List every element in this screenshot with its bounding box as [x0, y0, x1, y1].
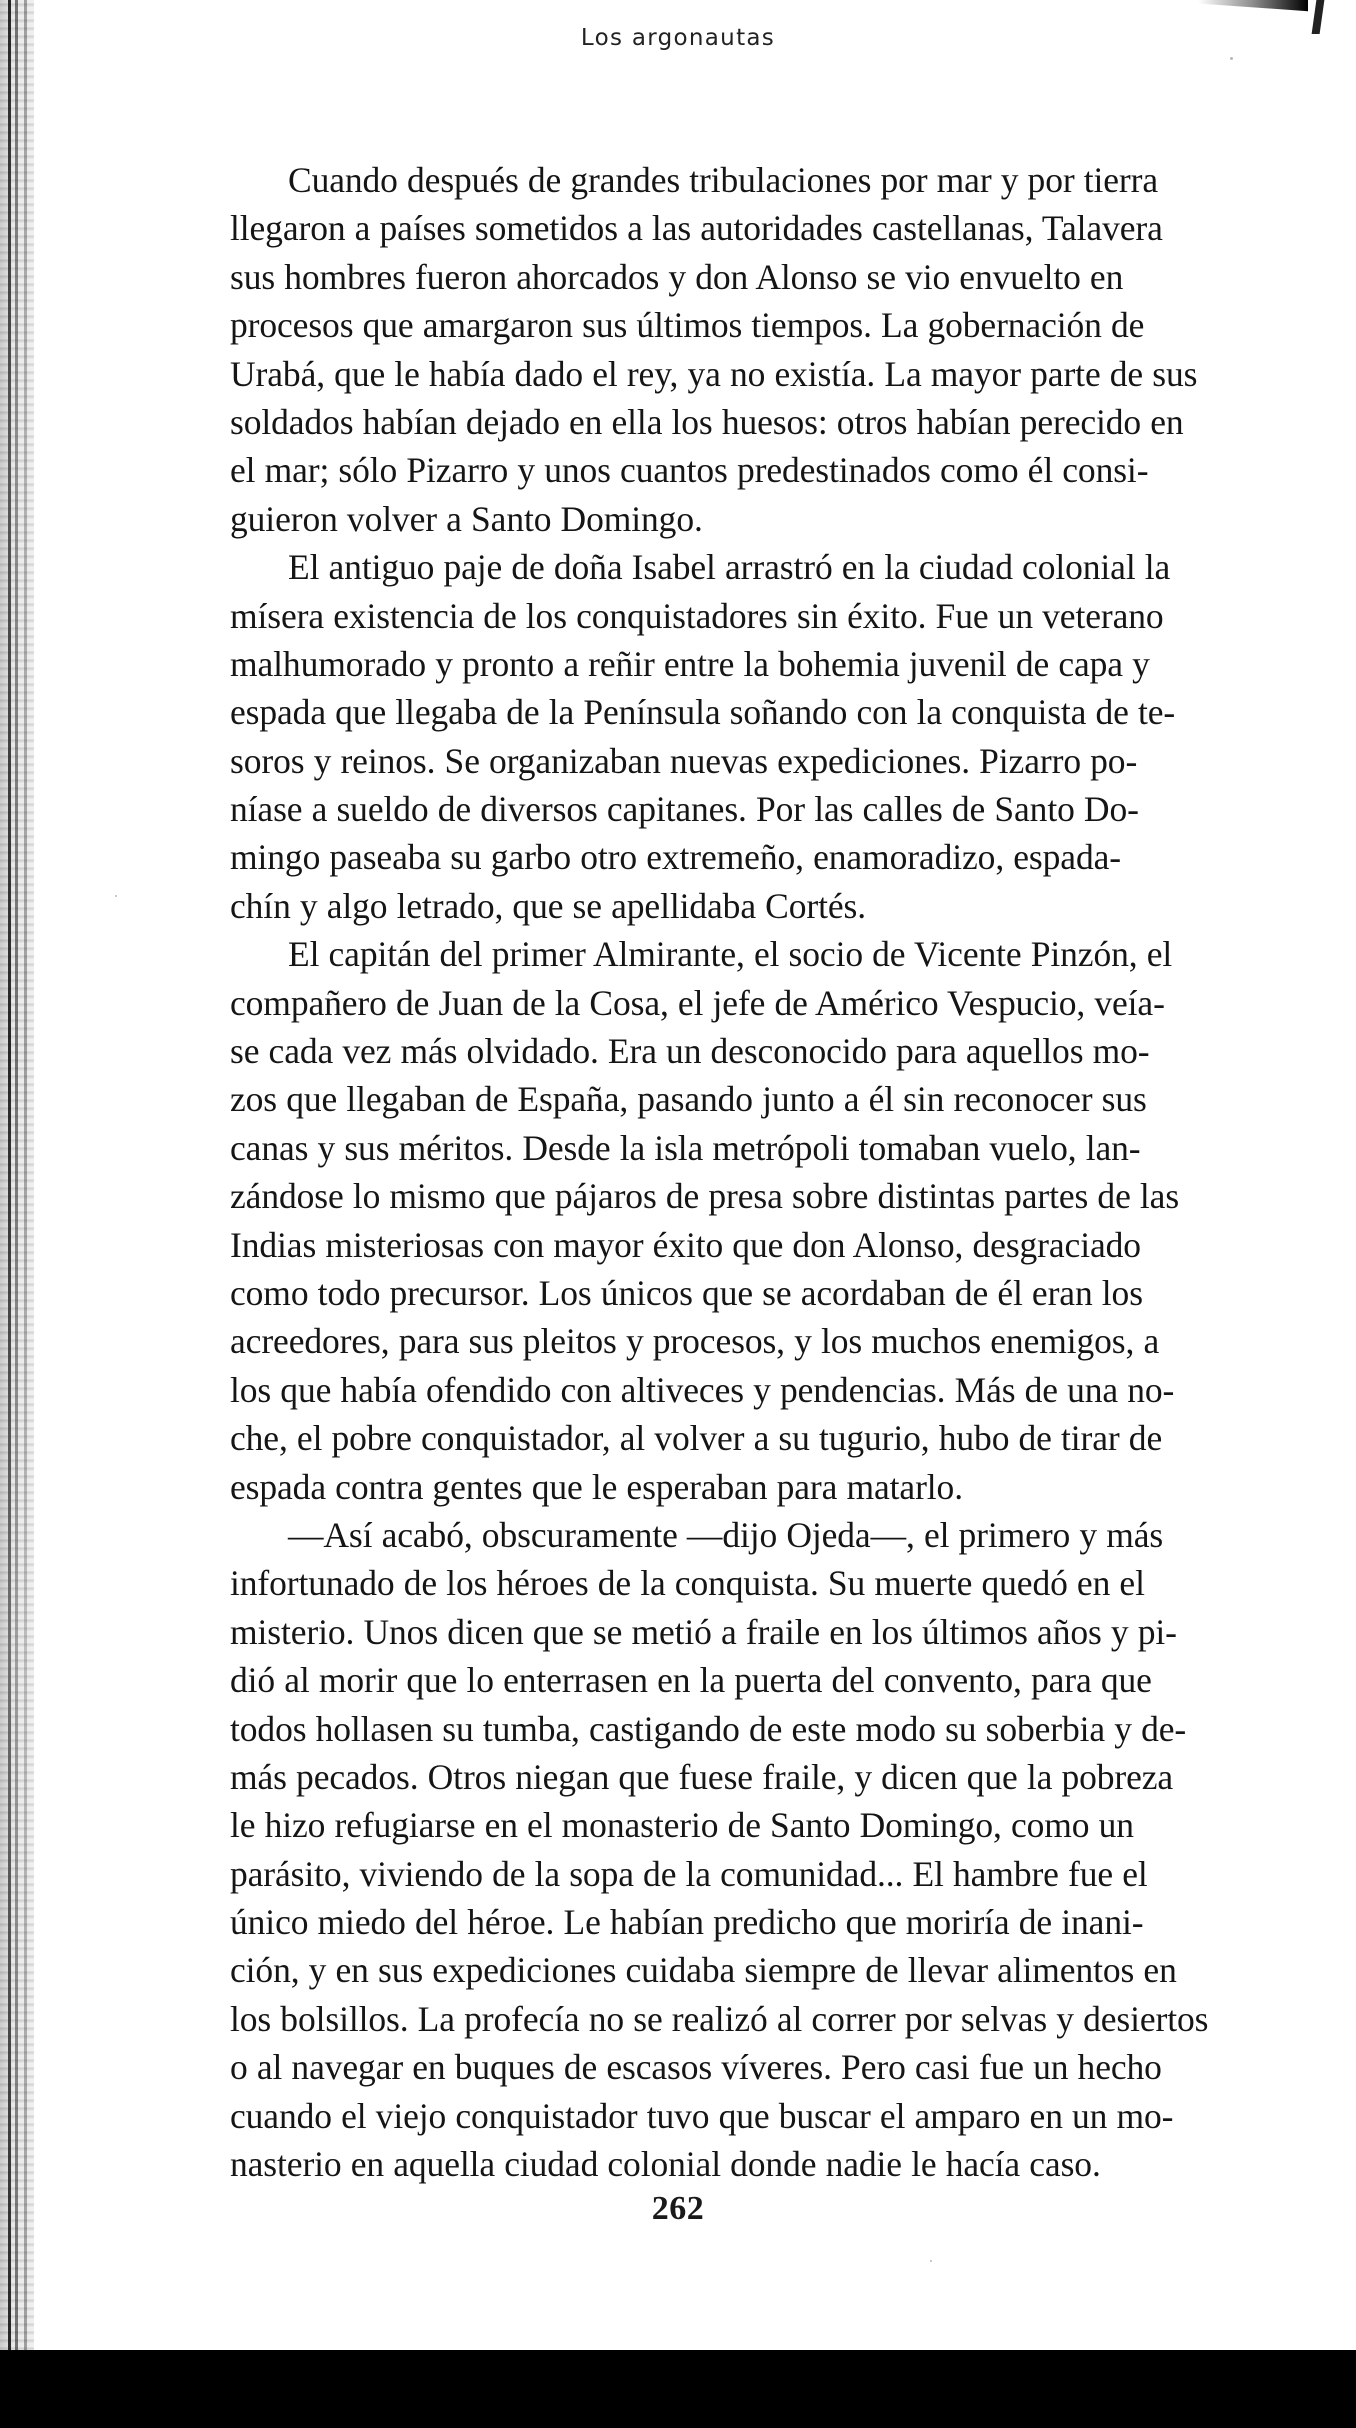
running-head: Los argonautas: [580, 25, 776, 51]
text-line: soldados habían dejado en ella los huesos: otros habían perecido en: [230, 401, 1184, 442]
text-line: El capitán del primer Almirante, el socio de Vicente Pinzón, el: [288, 934, 1173, 975]
scan-bottom-border: [0, 2350, 1356, 2428]
text-line: infortunado de los héroes de la conquista. Su muerte quedó en el: [230, 1563, 1145, 1604]
text-line: Indias misteriosas con mayor éxito que don Alonso, desgraciado: [230, 1224, 1141, 1265]
text-line: acreedores, para sus pleitos y procesos, y los muchos enemigos, a: [230, 1321, 1160, 1362]
text-line: como todo precursor. Los únicos que se acordaban de él eran los: [230, 1272, 1143, 1313]
text-line: dió al morir que lo enterrasen en la puerta del convento, para que: [230, 1660, 1152, 1701]
text-line: se cada vez más olvidado. Era un desconocido para aquellos mo-: [230, 1031, 1150, 1072]
scan-speck: [1230, 57, 1233, 60]
text-line: parásito, viviendo de la sopa de la comunidad... El hambre fue el: [230, 1853, 1148, 1894]
spine-line: [8, 0, 11, 2350]
paragraph-4: [230, 1511, 1320, 2188]
text-line: canas y sus méritos. Desde la isla metrópoli tomaban vuelo, lan-: [230, 1127, 1141, 1168]
text-line: único miedo del héroe. Le habían predicho que moriría de inani-: [230, 1902, 1144, 1943]
paragraph-1: [230, 156, 1320, 543]
text-line: nasterio en aquella ciudad colonial donde nadie le hacía caso.: [230, 2144, 1101, 2185]
text-line: mingo paseaba su garbo otro extremeño, enamoradizo, espada-: [230, 837, 1121, 878]
scan-edge-mark: [1198, 0, 1308, 14]
text-line: los que había ofendido con altiveces y pendencias. Más de una no-: [230, 1369, 1175, 1410]
text-line: todos hollasen su tumba, castigando de este modo su soberbia y de-: [230, 1708, 1187, 1749]
paragraph-2: [230, 543, 1320, 930]
text-line: espada contra gentes que le esperaban para matarlo.: [230, 1466, 963, 1507]
text-line: Urabá, que le había dado el rey, ya no existía. La mayor parte de sus: [230, 353, 1198, 394]
page-number: 262: [651, 2190, 705, 2227]
text-line: espada que llegaba de la Península soñando con la conquista de te-: [230, 692, 1176, 733]
text-line: Cuando después de grandes tribulaciones por mar y por tierra: [288, 160, 1159, 200]
text-line: che, el pobre conquistador, al volver a su tugurio, hubo de tirar de: [230, 1418, 1163, 1459]
text-line: malhumorado y pronto a reñir entre la bohemia juvenil de capa y: [230, 643, 1150, 684]
text-line: procesos que amargaron sus últimos tiempos. La gobernación de: [230, 305, 1145, 346]
text-line: sus hombres fueron ahorcados y don Alonso se vio envuelto en: [230, 256, 1124, 297]
text-line: mísera existencia de los conquistadores sin éxito. Fue un veterano: [230, 595, 1164, 636]
text-line: llegaron a países sometidos a las autoridades castellanas, Talavera: [230, 208, 1163, 249]
text-line: misterio. Unos dicen que se metió a fraile en los últimos años y pi-: [230, 1611, 1177, 1652]
text-line: los bolsillos. La profecía no se realizó al correr por selvas y desiertos: [230, 1998, 1209, 2039]
text-line: le hizo refugiarse en el monasterio de Santo Domingo, como un: [230, 1805, 1134, 1846]
text-line: ción, y en sus expediciones cuidaba siempre de llevar alimentos en: [230, 1950, 1177, 1991]
text-line: cuando el viejo conquistador tuvo que buscar el amparo en un mo-: [230, 2095, 1174, 2136]
spine-line: [15, 0, 18, 2350]
text-line: o al navegar en buques de escasos víveres. Pero casi fue un hecho: [230, 2047, 1162, 2088]
text-line: compañero de Juan de la Cosa, el jefe de Américo Vespucio, veía-: [230, 982, 1165, 1023]
spine-line: [24, 0, 27, 2350]
text-line: el mar; sólo Pizarro y unos cuantos predestinados como él consi-: [230, 450, 1149, 491]
text-line: zos que llegaban de España, pasando junto a él sin reconocer sus: [230, 1079, 1147, 1120]
text-line: zándose lo mismo que pájaros de presa sobre distintas partes de las: [230, 1176, 1180, 1217]
text-line: más pecados. Otros niegan que fuese fraile, y dicen que la pobreza: [230, 1756, 1174, 1797]
text-line: níase a sueldo de diversos capitanes. Por las calles de Santo Do-: [230, 789, 1139, 830]
text-line: —Así acabó, obscuramente —dijo Ojeda—, el primero y más: [288, 1514, 1164, 1555]
scan-speck: [930, 2260, 932, 2262]
scan-speck: [115, 895, 117, 897]
paragraph-3: [230, 930, 1320, 1511]
text-line: guieron volver a Santo Domingo.: [230, 498, 703, 539]
text-line: El antiguo paje de doña Isabel arrastró en la ciudad colonial la: [288, 547, 1171, 588]
text-line: chín y algo letrado, que se apellidaba Cortés.: [230, 885, 867, 926]
page-body: [230, 156, 1320, 2188]
text-line: soros y reinos. Se organizaban nuevas expediciones. Pizarro po-: [230, 740, 1138, 781]
